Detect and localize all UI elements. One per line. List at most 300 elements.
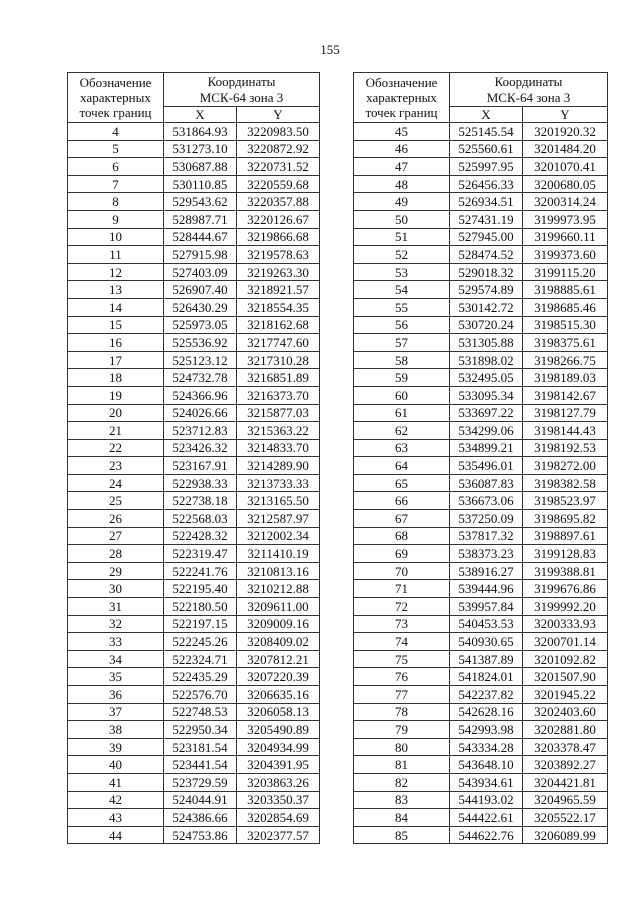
- y-coordinate-cell: 3198695.82: [523, 510, 608, 528]
- table-row: [354, 263, 608, 281]
- y-coordinate-cell: 3208409.02: [237, 633, 320, 651]
- y-coordinate-cell: 3220731.52: [237, 158, 320, 176]
- y-coordinate-cell: 3198189.03: [523, 369, 608, 387]
- point-number-cell: 62: [354, 422, 450, 440]
- y-coordinate-cell: 3213165.50: [237, 492, 320, 510]
- table-row: [68, 809, 320, 827]
- x-coordinate-cell: 527403.09: [164, 263, 237, 281]
- point-number-cell: 81: [354, 756, 450, 774]
- point-number-cell: 54: [354, 281, 450, 299]
- point-number-cell: 79: [354, 721, 450, 739]
- table-row: [354, 334, 608, 352]
- y-coordinate-cell: 3205490.89: [237, 721, 320, 739]
- y-coordinate-cell: 3205522.17: [523, 809, 608, 827]
- y-header: Y: [237, 107, 320, 123]
- point-number-cell: 42: [68, 791, 164, 809]
- point-number-cell: 32: [68, 615, 164, 633]
- y-coordinate-cell: 3219578.63: [237, 246, 320, 264]
- table-row: [68, 721, 320, 739]
- point-number-cell: 77: [354, 686, 450, 704]
- x-coordinate-cell: 522576.70: [164, 686, 237, 704]
- y-coordinate-cell: 3220872.92: [237, 140, 320, 158]
- y-coordinate-cell: 3198144.43: [523, 422, 608, 440]
- x-coordinate-cell: 523441.54: [164, 756, 237, 774]
- header-line: МСК-64 зона 3: [486, 90, 571, 105]
- point-number-cell: 80: [354, 738, 450, 756]
- point-number-cell: 20: [68, 404, 164, 422]
- header-line: Обозначение: [79, 75, 152, 90]
- y-coordinate-cell: 3220983.50: [237, 123, 320, 141]
- x-coordinate-cell: 536087.83: [450, 474, 523, 492]
- point-number-cell: 76: [354, 668, 450, 686]
- header-line: Координаты: [494, 74, 563, 89]
- x-header: X: [164, 107, 237, 123]
- point-number-cell: 56: [354, 316, 450, 334]
- y-coordinate-cell: 3202403.60: [523, 703, 608, 721]
- table-row: [68, 175, 320, 193]
- table-row: [354, 721, 608, 739]
- y-coordinate-cell: 3207220.39: [237, 668, 320, 686]
- x-coordinate-cell: 523712.83: [164, 422, 237, 440]
- x-coordinate-cell: 522197.15: [164, 615, 237, 633]
- table-row: [354, 386, 608, 404]
- x-coordinate-cell: 538373.23: [450, 545, 523, 563]
- header-line: точек границ: [79, 105, 152, 120]
- header-line: характерных: [366, 90, 437, 105]
- table-row: [354, 439, 608, 457]
- x-coordinate-cell: 535496.01: [450, 457, 523, 475]
- y-coordinate-cell: 3212587.97: [237, 510, 320, 528]
- table-row: [354, 175, 608, 193]
- y-coordinate-cell: 3203892.27: [523, 756, 608, 774]
- y-coordinate-cell: 3204934.99: [237, 738, 320, 756]
- x-coordinate-cell: 526430.29: [164, 298, 237, 316]
- point-number-cell: 73: [354, 615, 450, 633]
- y-coordinate-cell: 3201920.32: [523, 123, 608, 141]
- table-row: [68, 457, 320, 475]
- point-number-cell: 44: [68, 826, 164, 844]
- x-coordinate-cell: 522180.50: [164, 598, 237, 616]
- y-coordinate-cell: 3199973.95: [523, 210, 608, 228]
- x-coordinate-cell: 528444.67: [164, 228, 237, 246]
- x-coordinate-cell: 534299.06: [450, 422, 523, 440]
- coordinates-header: [164, 73, 320, 107]
- x-coordinate-cell: 531273.10: [164, 140, 237, 158]
- table-row: [354, 492, 608, 510]
- y-coordinate-cell: 3212002.34: [237, 527, 320, 545]
- y-coordinate-cell: 3201484.20: [523, 140, 608, 158]
- table-row: [354, 246, 608, 264]
- x-header: X: [450, 107, 523, 123]
- table-row: [354, 650, 608, 668]
- point-number-cell: 48: [354, 175, 450, 193]
- x-coordinate-cell: 540930.65: [450, 633, 523, 651]
- table-body: [68, 123, 320, 844]
- x-coordinate-cell: 522324.71: [164, 650, 237, 668]
- coordinates-table-right: [353, 72, 608, 844]
- point-number-cell: 28: [68, 545, 164, 563]
- point-number-cell: 46: [354, 140, 450, 158]
- point-number-cell: 45: [354, 123, 450, 141]
- table-row: [68, 615, 320, 633]
- x-coordinate-cell: 527431.19: [450, 210, 523, 228]
- table-row: [354, 545, 608, 563]
- x-coordinate-cell: 522241.76: [164, 562, 237, 580]
- x-coordinate-cell: 539957.84: [450, 598, 523, 616]
- point-number-cell: 37: [68, 703, 164, 721]
- y-coordinate-cell: 3206635.16: [237, 686, 320, 704]
- table-row: [68, 580, 320, 598]
- table-row: [68, 158, 320, 176]
- y-coordinate-cell: 3206089.99: [523, 826, 608, 844]
- x-coordinate-cell: 532495.05: [450, 369, 523, 387]
- x-coordinate-cell: 524753.86: [164, 826, 237, 844]
- point-number-cell: 23: [68, 457, 164, 475]
- point-number-cell: 18: [68, 369, 164, 387]
- point-number-cell: 65: [354, 474, 450, 492]
- point-number-cell: 59: [354, 369, 450, 387]
- table-row: [68, 492, 320, 510]
- x-coordinate-cell: 536673.06: [450, 492, 523, 510]
- point-number-cell: 29: [68, 562, 164, 580]
- point-number-cell: 25: [68, 492, 164, 510]
- x-coordinate-cell: 524026.66: [164, 404, 237, 422]
- x-coordinate-cell: 525997.95: [450, 158, 523, 176]
- point-number-cell: 58: [354, 351, 450, 369]
- x-coordinate-cell: 528987.71: [164, 210, 237, 228]
- y-coordinate-cell: 3206058.13: [237, 703, 320, 721]
- y-coordinate-cell: 3213733.33: [237, 474, 320, 492]
- point-number-cell: 64: [354, 457, 450, 475]
- x-coordinate-cell: 538916.27: [450, 562, 523, 580]
- point-number-cell: 11: [68, 246, 164, 264]
- y-coordinate-cell: 3199676.86: [523, 580, 608, 598]
- x-coordinate-cell: 525145.54: [450, 123, 523, 141]
- table-row: [354, 404, 608, 422]
- x-coordinate-cell: 523426.32: [164, 439, 237, 457]
- table-row: [354, 615, 608, 633]
- table-row: [68, 351, 320, 369]
- table-body: [354, 123, 608, 844]
- y-coordinate-cell: 3198897.61: [523, 527, 608, 545]
- table-row: [354, 809, 608, 827]
- y-coordinate-cell: 3218162.68: [237, 316, 320, 334]
- x-coordinate-cell: 524366.96: [164, 386, 237, 404]
- y-coordinate-cell: 3198142.67: [523, 386, 608, 404]
- x-coordinate-cell: 543934.61: [450, 773, 523, 791]
- x-coordinate-cell: 530110.85: [164, 175, 237, 193]
- x-coordinate-cell: 544193.02: [450, 791, 523, 809]
- table-row: [68, 650, 320, 668]
- table-row: [354, 158, 608, 176]
- point-number-cell: 30: [68, 580, 164, 598]
- point-number-cell: 60: [354, 386, 450, 404]
- point-number-cell: 70: [354, 562, 450, 580]
- x-coordinate-cell: 525123.12: [164, 351, 237, 369]
- table-row: [68, 281, 320, 299]
- table-row: [68, 263, 320, 281]
- y-coordinate-cell: 3201945.22: [523, 686, 608, 704]
- point-number-cell: 47: [354, 158, 450, 176]
- x-coordinate-cell: 529574.89: [450, 281, 523, 299]
- y-coordinate-cell: 3198523.97: [523, 492, 608, 510]
- y-coordinate-cell: 3203863.26: [237, 773, 320, 791]
- x-coordinate-cell: 543334.28: [450, 738, 523, 756]
- point-number-cell: 31: [68, 598, 164, 616]
- table-row: [68, 562, 320, 580]
- x-coordinate-cell: 523181.54: [164, 738, 237, 756]
- table-row: [68, 246, 320, 264]
- x-coordinate-cell: 528474.52: [450, 246, 523, 264]
- x-coordinate-cell: 544622.76: [450, 826, 523, 844]
- x-coordinate-cell: 531305.88: [450, 334, 523, 352]
- y-coordinate-cell: 3198272.00: [523, 457, 608, 475]
- point-number-cell: 61: [354, 404, 450, 422]
- x-coordinate-cell: 530720.24: [450, 316, 523, 334]
- y-coordinate-cell: 3202854.69: [237, 809, 320, 827]
- table-row: [68, 474, 320, 492]
- x-coordinate-cell: 529018.32: [450, 263, 523, 281]
- table-row: [354, 193, 608, 211]
- point-number-cell: 74: [354, 633, 450, 651]
- point-number-cell: 50: [354, 210, 450, 228]
- y-coordinate-cell: 3210212.88: [237, 580, 320, 598]
- x-coordinate-cell: 542993.98: [450, 721, 523, 739]
- point-number-cell: 7: [68, 175, 164, 193]
- y-coordinate-cell: 3202377.57: [237, 826, 320, 844]
- point-number-cell: 22: [68, 439, 164, 457]
- table-row: [68, 193, 320, 211]
- point-number-cell: 78: [354, 703, 450, 721]
- y-coordinate-cell: 3199115.20: [523, 263, 608, 281]
- y-coordinate-cell: 3215877.03: [237, 404, 320, 422]
- y-coordinate-cell: 3200333.93: [523, 615, 608, 633]
- point-number-cell: 72: [354, 598, 450, 616]
- table-row: [68, 422, 320, 440]
- point-designation-header: [354, 73, 450, 123]
- point-number-cell: 33: [68, 633, 164, 651]
- table-row: [68, 633, 320, 651]
- coordinates-header: [450, 73, 608, 107]
- x-coordinate-cell: 541387.89: [450, 650, 523, 668]
- y-coordinate-cell: 3198375.61: [523, 334, 608, 352]
- table-row: [68, 756, 320, 774]
- table-row: [354, 210, 608, 228]
- x-coordinate-cell: 525560.61: [450, 140, 523, 158]
- y-coordinate-cell: 3203350.37: [237, 791, 320, 809]
- x-coordinate-cell: 537250.09: [450, 510, 523, 528]
- point-number-cell: 12: [68, 263, 164, 281]
- table-row: [68, 686, 320, 704]
- x-coordinate-cell: 542628.16: [450, 703, 523, 721]
- y-coordinate-cell: 3200680.05: [523, 175, 608, 193]
- y-coordinate-cell: 3214833.70: [237, 439, 320, 457]
- table-row: [68, 334, 320, 352]
- x-coordinate-cell: 522738.18: [164, 492, 237, 510]
- x-coordinate-cell: 522950.34: [164, 721, 237, 739]
- point-number-cell: 84: [354, 809, 450, 827]
- x-coordinate-cell: 522435.29: [164, 668, 237, 686]
- y-coordinate-cell: 3199128.83: [523, 545, 608, 563]
- point-number-cell: 38: [68, 721, 164, 739]
- point-number-cell: 4: [68, 123, 164, 141]
- table-row: [354, 123, 608, 141]
- x-coordinate-cell: 542237.82: [450, 686, 523, 704]
- point-number-cell: 16: [68, 334, 164, 352]
- x-coordinate-cell: 522428.32: [164, 527, 237, 545]
- table-row: [68, 773, 320, 791]
- y-header: Y: [523, 107, 608, 123]
- y-coordinate-cell: 3202881.80: [523, 721, 608, 739]
- x-coordinate-cell: 524732.78: [164, 369, 237, 387]
- point-number-cell: 15: [68, 316, 164, 334]
- point-number-cell: 39: [68, 738, 164, 756]
- x-coordinate-cell: 526907.40: [164, 281, 237, 299]
- x-coordinate-cell: 531898.02: [450, 351, 523, 369]
- y-coordinate-cell: 3219866.68: [237, 228, 320, 246]
- table-row: [354, 510, 608, 528]
- point-number-cell: 53: [354, 263, 450, 281]
- x-coordinate-cell: 523167.91: [164, 457, 237, 475]
- x-coordinate-cell: 527915.98: [164, 246, 237, 264]
- table-row: [68, 140, 320, 158]
- y-coordinate-cell: 3216851.89: [237, 369, 320, 387]
- point-number-cell: 24: [68, 474, 164, 492]
- x-coordinate-cell: 524044.91: [164, 791, 237, 809]
- x-coordinate-cell: 522195.40: [164, 580, 237, 598]
- table-row: [68, 123, 320, 141]
- point-number-cell: 68: [354, 527, 450, 545]
- y-coordinate-cell: 3199373.60: [523, 246, 608, 264]
- table-row: [68, 439, 320, 457]
- x-coordinate-cell: 527945.00: [450, 228, 523, 246]
- point-number-cell: 82: [354, 773, 450, 791]
- x-coordinate-cell: 524386.66: [164, 809, 237, 827]
- point-number-cell: 40: [68, 756, 164, 774]
- x-coordinate-cell: 522319.47: [164, 545, 237, 563]
- table-row: [354, 298, 608, 316]
- y-coordinate-cell: 3216373.70: [237, 386, 320, 404]
- y-coordinate-cell: 3211410.19: [237, 545, 320, 563]
- y-coordinate-cell: 3199388.81: [523, 562, 608, 580]
- table-row: [68, 228, 320, 246]
- point-number-cell: 21: [68, 422, 164, 440]
- table-row: [354, 369, 608, 387]
- y-coordinate-cell: 3198515.30: [523, 316, 608, 334]
- y-coordinate-cell: 3199992.20: [523, 598, 608, 616]
- y-coordinate-cell: 3198382.58: [523, 474, 608, 492]
- point-number-cell: 51: [354, 228, 450, 246]
- point-number-cell: 41: [68, 773, 164, 791]
- y-coordinate-cell: 3199660.11: [523, 228, 608, 246]
- x-coordinate-cell: 523729.59: [164, 773, 237, 791]
- y-coordinate-cell: 3203378.47: [523, 738, 608, 756]
- point-number-cell: 83: [354, 791, 450, 809]
- table-row: [68, 791, 320, 809]
- table-row: [354, 228, 608, 246]
- page-number: 155: [320, 42, 340, 57]
- point-number-cell: 66: [354, 492, 450, 510]
- point-number-cell: 35: [68, 668, 164, 686]
- header-line: МСК-64 зона 3: [199, 90, 284, 105]
- coordinates-table-left: [67, 72, 320, 844]
- x-coordinate-cell: 525973.05: [164, 316, 237, 334]
- x-coordinate-cell: 541824.01: [450, 668, 523, 686]
- point-number-cell: 55: [354, 298, 450, 316]
- y-coordinate-cell: 3218921.57: [237, 281, 320, 299]
- y-coordinate-cell: 3201092.82: [523, 650, 608, 668]
- point-number-cell: 19: [68, 386, 164, 404]
- y-coordinate-cell: 3209009.16: [237, 615, 320, 633]
- x-coordinate-cell: 522938.33: [164, 474, 237, 492]
- table-row: [354, 633, 608, 651]
- table-row: [68, 826, 320, 844]
- table-row: [354, 457, 608, 475]
- y-coordinate-cell: 3198192.53: [523, 439, 608, 457]
- header-line: Обозначение: [365, 75, 438, 90]
- table-row: [354, 686, 608, 704]
- point-number-cell: 6: [68, 158, 164, 176]
- y-coordinate-cell: 3201507.90: [523, 668, 608, 686]
- point-number-cell: 8: [68, 193, 164, 211]
- y-coordinate-cell: 3220126.67: [237, 210, 320, 228]
- point-number-cell: 71: [354, 580, 450, 598]
- point-number-cell: 13: [68, 281, 164, 299]
- y-coordinate-cell: 3198885.61: [523, 281, 608, 299]
- point-number-cell: 26: [68, 510, 164, 528]
- table-row: [354, 756, 608, 774]
- table-row: [68, 369, 320, 387]
- y-coordinate-cell: 3201070.41: [523, 158, 608, 176]
- y-coordinate-cell: 3204421.81: [523, 773, 608, 791]
- x-coordinate-cell: 539444.96: [450, 580, 523, 598]
- table-row: [354, 351, 608, 369]
- x-coordinate-cell: 533095.34: [450, 386, 523, 404]
- x-coordinate-cell: 537817.32: [450, 527, 523, 545]
- table-row: [354, 668, 608, 686]
- x-coordinate-cell: 544422.61: [450, 809, 523, 827]
- point-number-cell: 69: [354, 545, 450, 563]
- table-row: [354, 738, 608, 756]
- x-coordinate-cell: 533697.22: [450, 404, 523, 422]
- table-row: [68, 668, 320, 686]
- x-coordinate-cell: 522748.53: [164, 703, 237, 721]
- header-line: Координаты: [207, 74, 276, 89]
- table-row: [354, 422, 608, 440]
- point-number-cell: 10: [68, 228, 164, 246]
- y-coordinate-cell: 3220559.68: [237, 175, 320, 193]
- table-row: [354, 316, 608, 334]
- table-row: [354, 773, 608, 791]
- y-coordinate-cell: 3198127.79: [523, 404, 608, 422]
- y-coordinate-cell: 3215363.22: [237, 422, 320, 440]
- y-coordinate-cell: 3198685.46: [523, 298, 608, 316]
- point-number-cell: 27: [68, 527, 164, 545]
- point-number-cell: 52: [354, 246, 450, 264]
- point-number-cell: 36: [68, 686, 164, 704]
- table-row: [68, 703, 320, 721]
- y-coordinate-cell: 3218554.35: [237, 298, 320, 316]
- x-coordinate-cell: 525536.92: [164, 334, 237, 352]
- point-designation-header: [68, 73, 164, 123]
- x-coordinate-cell: 526934.51: [450, 193, 523, 211]
- x-coordinate-cell: 522568.03: [164, 510, 237, 528]
- x-coordinate-cell: 530687.88: [164, 158, 237, 176]
- point-number-cell: 9: [68, 210, 164, 228]
- point-number-cell: 75: [354, 650, 450, 668]
- table-row: [68, 316, 320, 334]
- table-row: [68, 598, 320, 616]
